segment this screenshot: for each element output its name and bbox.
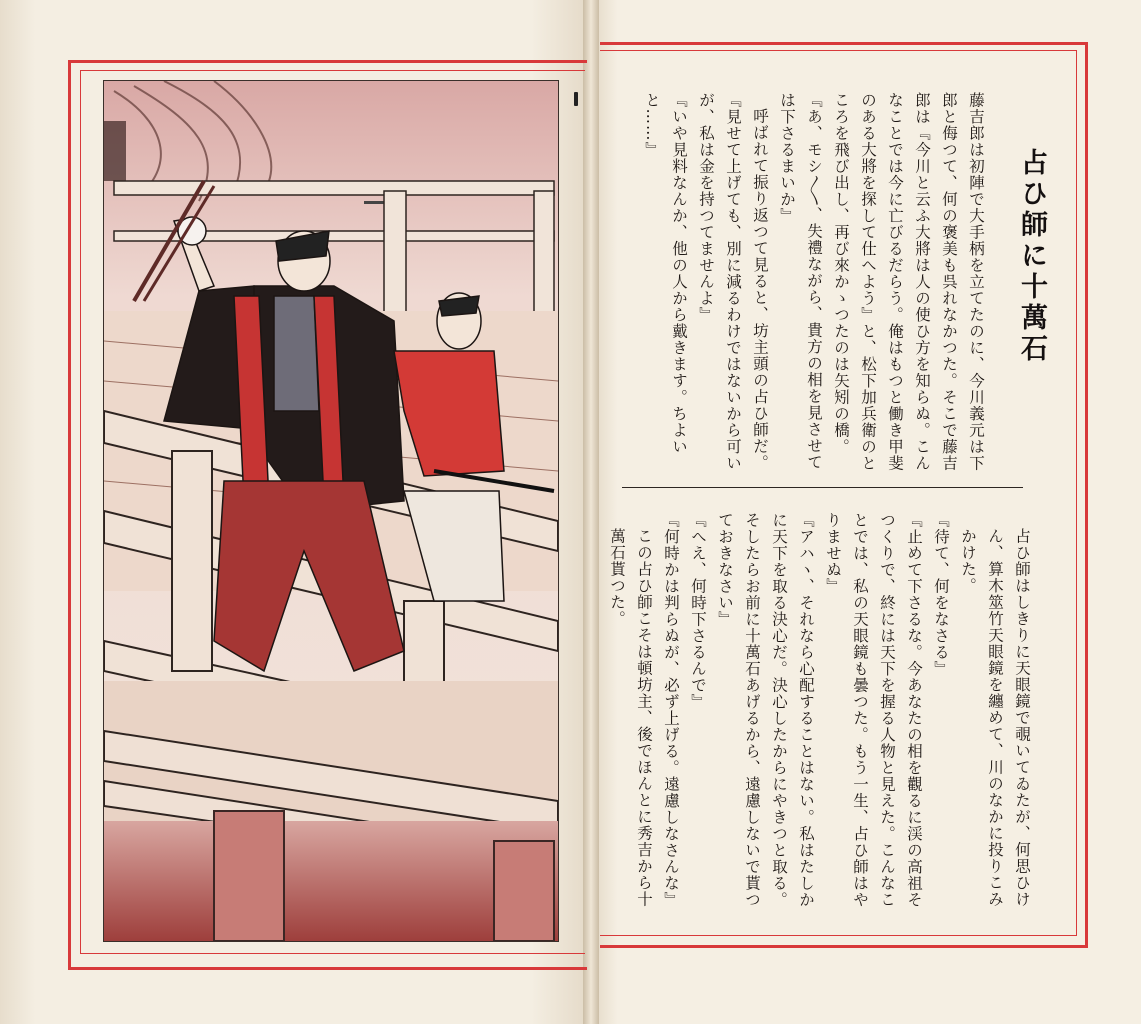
paragraph: 『へえ、何時下さるんで』 <box>689 512 707 710</box>
paragraph: 『見せて上げても、別に減るわけではないから可いが、私は金を持つてませんよ』 <box>697 92 742 472</box>
section-divider <box>622 487 1023 488</box>
paragraph: 呼ばれて振り返つて見ると、坊主頭の占ひ師だ。 <box>751 107 769 471</box>
story-title: 占ひ師に十萬石 <box>1016 148 1047 365</box>
paragraph: 『あ、モシ〳〵、失禮ながら、貴方の相を見させては下さるまいか』 <box>778 92 823 471</box>
paragraph: 『アハヽ、それなら心配することはない。私はたしかに天下を取る決心だ。決心したからにやきつと取る。そしたらお前に十萬石あげるから、遠慮しないで貰つておきなさい』 <box>716 512 815 908</box>
paragraph: 『止めて下さるな。今あなたの相を觀るに渓の高祖そつくりで、終には天下を握る人物と見えた。こんなことでは、私の天眼鏡も曇つた。もう一生、占ひ師はやりませぬ』 <box>824 512 923 908</box>
lower-text-block <box>603 512 1035 908</box>
paragraph: この占ひ師こそは頓坊主、後でほんとに秀吉から十萬石貰つた。 <box>608 527 653 907</box>
upper-text-block <box>638 92 989 474</box>
paragraph: 『待て、何をなさる』 <box>932 512 950 677</box>
paragraph: 『何時かは判らぬが、必ず上げる。遠慮しなさんな』 <box>662 512 680 908</box>
print-mark <box>574 92 578 106</box>
paragraph: 『いや見料なんか、他の人から戴きます。ちよいと……』 <box>643 92 688 455</box>
illustration-hideyoshi-fortune-teller <box>103 80 559 942</box>
paragraph: 占ひ師はしきりに天眼鏡で覗いてゐたが、何思ひけん、算木筮竹天眼鏡を纏めて、川のなかに投りこみかけた。 <box>959 527 1031 907</box>
paragraph: 藤吉郎は初陣で大手柄を立てたのに、今川義元は下郎と侮つて、何の褒美も呉れなかつた。そこで藤吉郎は『今川と云ふ大將は人の使ひ方を知らぬ。こんなことでは今に亡びるだらう。俺はもつと働き甲斐のある大將を探して仕へよう』と、松下加兵衛のところを飛び出し、再び來かゝつたのは矢矧の橋。 <box>832 92 985 472</box>
